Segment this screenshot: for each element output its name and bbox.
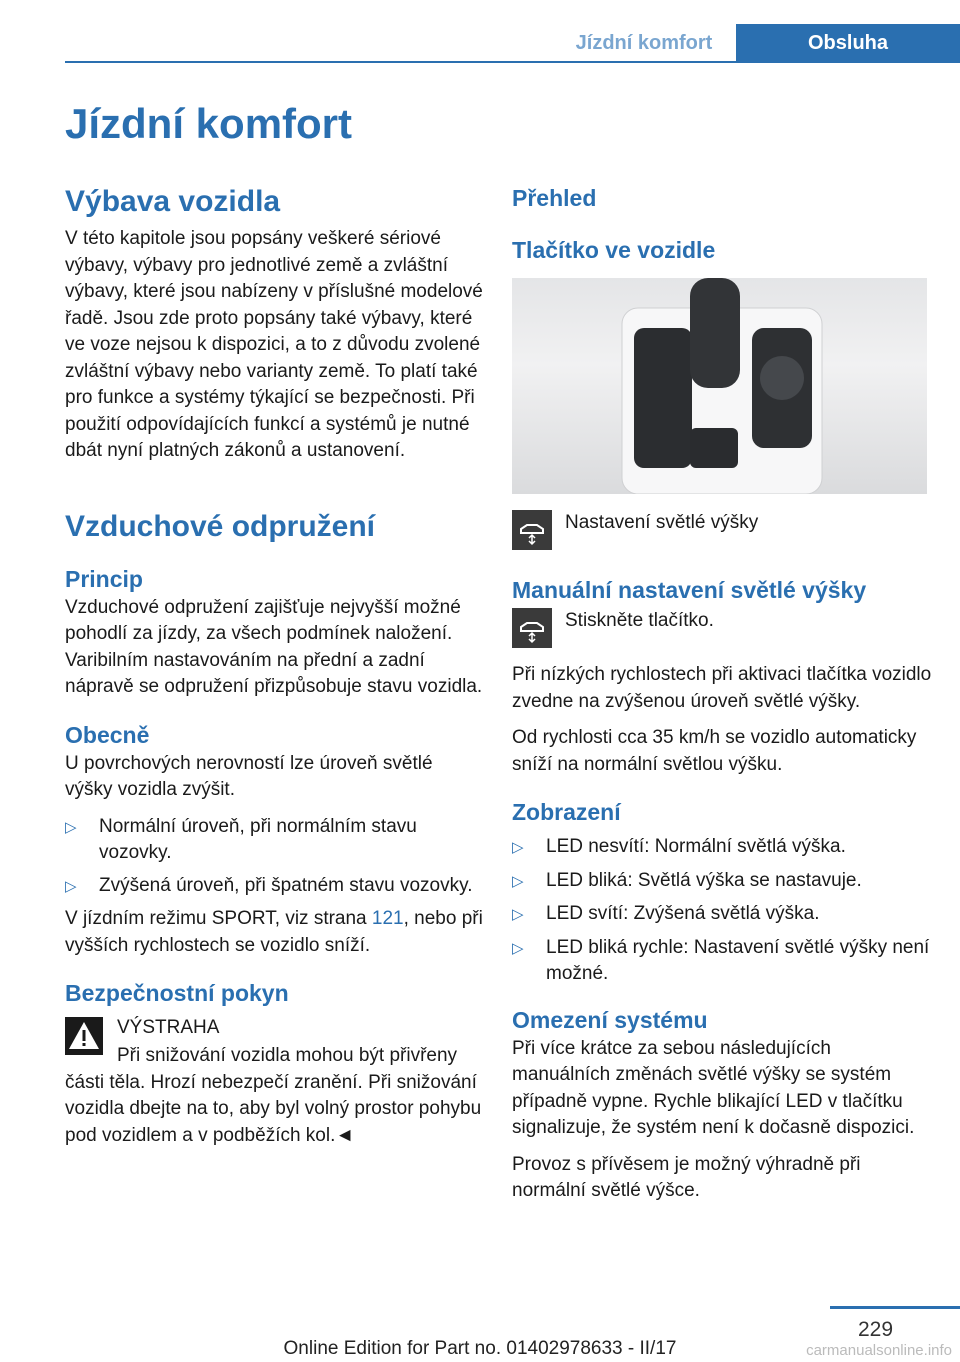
manual-p1: Při nízkých rychlostech při aktivaci tlačítka vozidlo zvedne na zvýšenou úroveň světlé výšky. — [512, 664, 932, 712]
page-link[interactable]: 121 — [371, 908, 404, 929]
heading-prehled: Přehled — [512, 185, 597, 211]
princip-text: Vzduchové odpružení zajišťuje nejvyšší možné pohodlí za jízdy, za všech podmínek naložení. Varibilním nastavováním na přední a zadní nápravě se odpružení přizpůsobuje stavu vozidla. — [65, 596, 483, 697]
watermark: carmanualsonline.info — [806, 1342, 952, 1359]
heading-obecne: Obecně — [65, 721, 150, 748]
list-item: ▷ Normální úroveň, při normálním stavu vozovky. — [65, 814, 485, 867]
heading-omezeni: Omezení systému — [512, 1006, 708, 1033]
icon-caption: Nastavení světlé výšky — [565, 512, 759, 533]
heading-vybava: Výbava vozidla — [65, 185, 281, 218]
ride-height-button-icon — [512, 510, 552, 550]
list-item: ▷ Zvýšená úroveň, při špatném stavu vozovky. — [65, 873, 485, 901]
bullet-arrow-icon: ▷ — [512, 839, 524, 856]
header-rule — [65, 61, 960, 63]
omezeni-p1: Při více krátce za sebou následujících manuálních změnách světlé výšky se systém případně vypne. Rychle blikající LED v tlačítku signalizuje, že systém není k dočasně dispozici. — [512, 1037, 915, 1138]
warning-text: Při snižování vozidla mohou být přivřeny části těla. Hrozí nebezpečí zranění. Při snižování vozidla dbejte na to, aby byl volný prostor pohybu pod vozidlem a v podběžích kol.◄ — [65, 1045, 482, 1146]
edition-footer: Online Edition for Part no. 01402978633 - II/17 — [283, 1338, 677, 1359]
bullet-arrow-icon: ▷ — [512, 906, 524, 923]
heading-manual: Manuální nastavení světlé výšky — [512, 577, 867, 603]
bullet-arrow-icon: ▷ — [512, 872, 524, 890]
warning-label: VÝSTRAHA — [117, 1017, 220, 1038]
bullet-arrow-icon: ▷ — [65, 877, 77, 895]
left-column — [65, 182, 485, 1149]
page-number-rule — [830, 1306, 960, 1309]
page-number: 229 — [858, 1318, 894, 1341]
heading-princip: Princip — [65, 565, 143, 592]
center-console-photo — [512, 278, 927, 494]
page-title: Jízdní komfort — [65, 100, 353, 147]
bullet-arrow-icon: ▷ — [512, 939, 524, 957]
list-item: ▷ LED nesvítí: Normální světlá výška. — [512, 834, 932, 862]
heading-tlacitko: Tlačítko ve vozidle — [512, 237, 716, 263]
heading-vzduch: Vzduchové odpružení — [65, 509, 376, 543]
manual-step: Stiskněte tlačítko. — [565, 610, 714, 631]
bullet-arrow-icon: ▷ — [65, 818, 77, 836]
manual-step-row — [512, 608, 932, 648]
caption-row — [512, 510, 932, 550]
warning-triangle-icon — [65, 1017, 103, 1055]
tab-chapter: Obsluha — [736, 24, 960, 62]
console-illustration — [512, 278, 927, 494]
omezeni-p2: Provoz s přívěsem je možný výhradně při normální světlé výšce. — [512, 1153, 861, 1201]
sport-text: V jízdním režimu SPORT, viz strana 121, nebo při vyšších rychlostech se vozidlo sníží. — [65, 908, 483, 956]
right-column — [512, 182, 932, 1205]
tab-section: Jízdní komfort — [575, 31, 713, 54]
list-item: ▷ LED svítí: Zvýšená světlá výška. — [512, 901, 932, 929]
list-item: ▷ LED bliká: Světlá výška se nastavuje. — [512, 868, 932, 896]
vybava-text: V této kapitole jsou popsány veškeré sériové výbavy, výbavy pro jednotlivé země a zvláštní výbavy, které jsou nabízeny v příslušné modelové řadě. Jsou zde proto popsány také výbavy, které ve voze nejsou k dispozici, a to z důvodu zvolené zvláštní výbavy nebo varianty země. To platí také pro funkce a systémy týkající se bezpečnosti. Při použití odpovídajících funkcí a systémů je nutné dbát nyní platných zákonů a ustanovení. — [65, 228, 483, 461]
heading-zobrazeni: Zobrazení — [512, 799, 621, 825]
manual-p2: Od rychlosti cca 35 km/h se vozidlo automaticky sníží na normální světlou výšku. — [512, 727, 917, 775]
heading-bezpecnost: Bezpečnostní pokyn — [65, 980, 289, 1006]
ride-height-button-icon — [512, 608, 552, 648]
obecne-text: U povrchových nerovností lze úroveň světlé výšky vozidla zvýšit. — [65, 752, 433, 800]
list-item: ▷ LED bliká rychle: Nastavení světlé výšky není možné. — [512, 935, 932, 988]
